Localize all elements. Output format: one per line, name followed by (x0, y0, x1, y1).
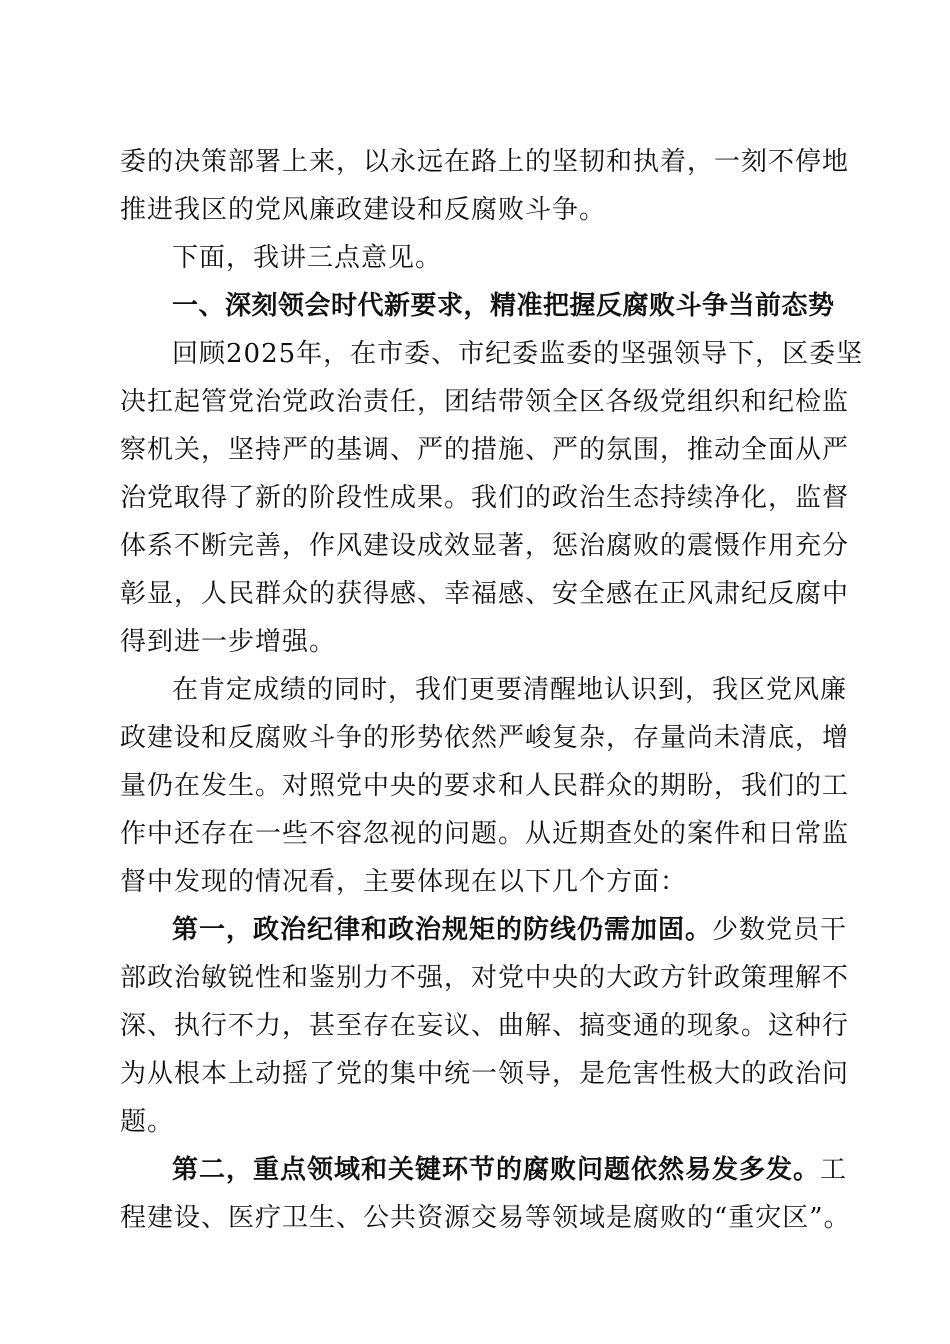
paragraph-line: 下面，我讲三点意见。 (172, 243, 443, 273)
paragraph-line: 推进我区的党风廉政建设和反腐败斗争。 (120, 195, 607, 225)
paragraph-line: 得到进一步增强。 (120, 627, 337, 657)
paragraph-line: 回顾2025年，在市委、市纪委监委的坚强领导下，区委坚 (172, 339, 864, 369)
paragraph-line: 督中发现的情况看，主要体现在以下几个方面： (120, 867, 688, 897)
paragraph-line: 程建设、医疗卫生、公共资源交易等领域是腐败的“重灾区”。 (120, 1203, 851, 1233)
paragraph-line: 为从根本上动摇了党的集中统一领导，是危害性极大的政治问 (120, 1059, 850, 1089)
paragraph-line: 作中还存在一些不容忽视的问题。从近期查处的案件和日常监 (120, 819, 850, 849)
paragraph-line: 量仍在发生。对照党中央的要求和人民群众的期盼，我们的工 (120, 771, 850, 801)
paragraph-line: 部政治敏锐性和鉴别力不强，对党中央的大政方针政策理解不 (120, 963, 850, 993)
paragraph-line: 彰显，人民群众的获得感、幸福感、安全感在正风肃纪反腐中 (120, 579, 850, 609)
paragraph-line: 政建设和反腐败斗争的形势依然严峻复杂，存量尚未清底，增 (120, 723, 850, 753)
point-two-text: 工 (820, 1155, 848, 1185)
point-one-text: 少数党员干 (712, 915, 848, 945)
paragraph-line (172, 910, 847, 950)
paragraph-line: 治党取得了新的阶段性成果。我们的政治生态持续净化，监督 (120, 483, 850, 513)
paragraph-line: 委的决策部署上来，以永远在路上的坚韧和执着，一刻不停地 (120, 147, 850, 177)
paragraph-line: 察机关，坚持严的基调、严的措施、严的氛围，推动全面从严 (120, 435, 850, 465)
paragraph-line: 深、执行不力，甚至存在妄议、曲解、搞变通的现象。这种行 (120, 1011, 850, 1041)
section-heading: 一、深刻领会时代新要求，精准把握反腐败斗争当前态势 (172, 291, 835, 321)
point-two-lead: 第二，重点领域和关键环节的腐败问题依然易发多发。 (172, 1155, 821, 1185)
paragraph-line: 决扛起管党治党政治责任，团结带领全区各级党组织和纪检监 (120, 387, 850, 417)
paragraph-line: 体系不断完善，作风建设成效显著，惩治腐败的震慑作用充分 (120, 531, 850, 561)
paragraph-line (172, 1150, 847, 1190)
paragraph-line: 题。 (120, 1107, 175, 1137)
point-one-lead: 第一，政治纪律和政治规矩的防线仍需加固。 (172, 915, 713, 945)
paragraph-line: 在肯定成绩的同时，我们更要清醒地认识到，我区党风廉 (172, 675, 848, 705)
